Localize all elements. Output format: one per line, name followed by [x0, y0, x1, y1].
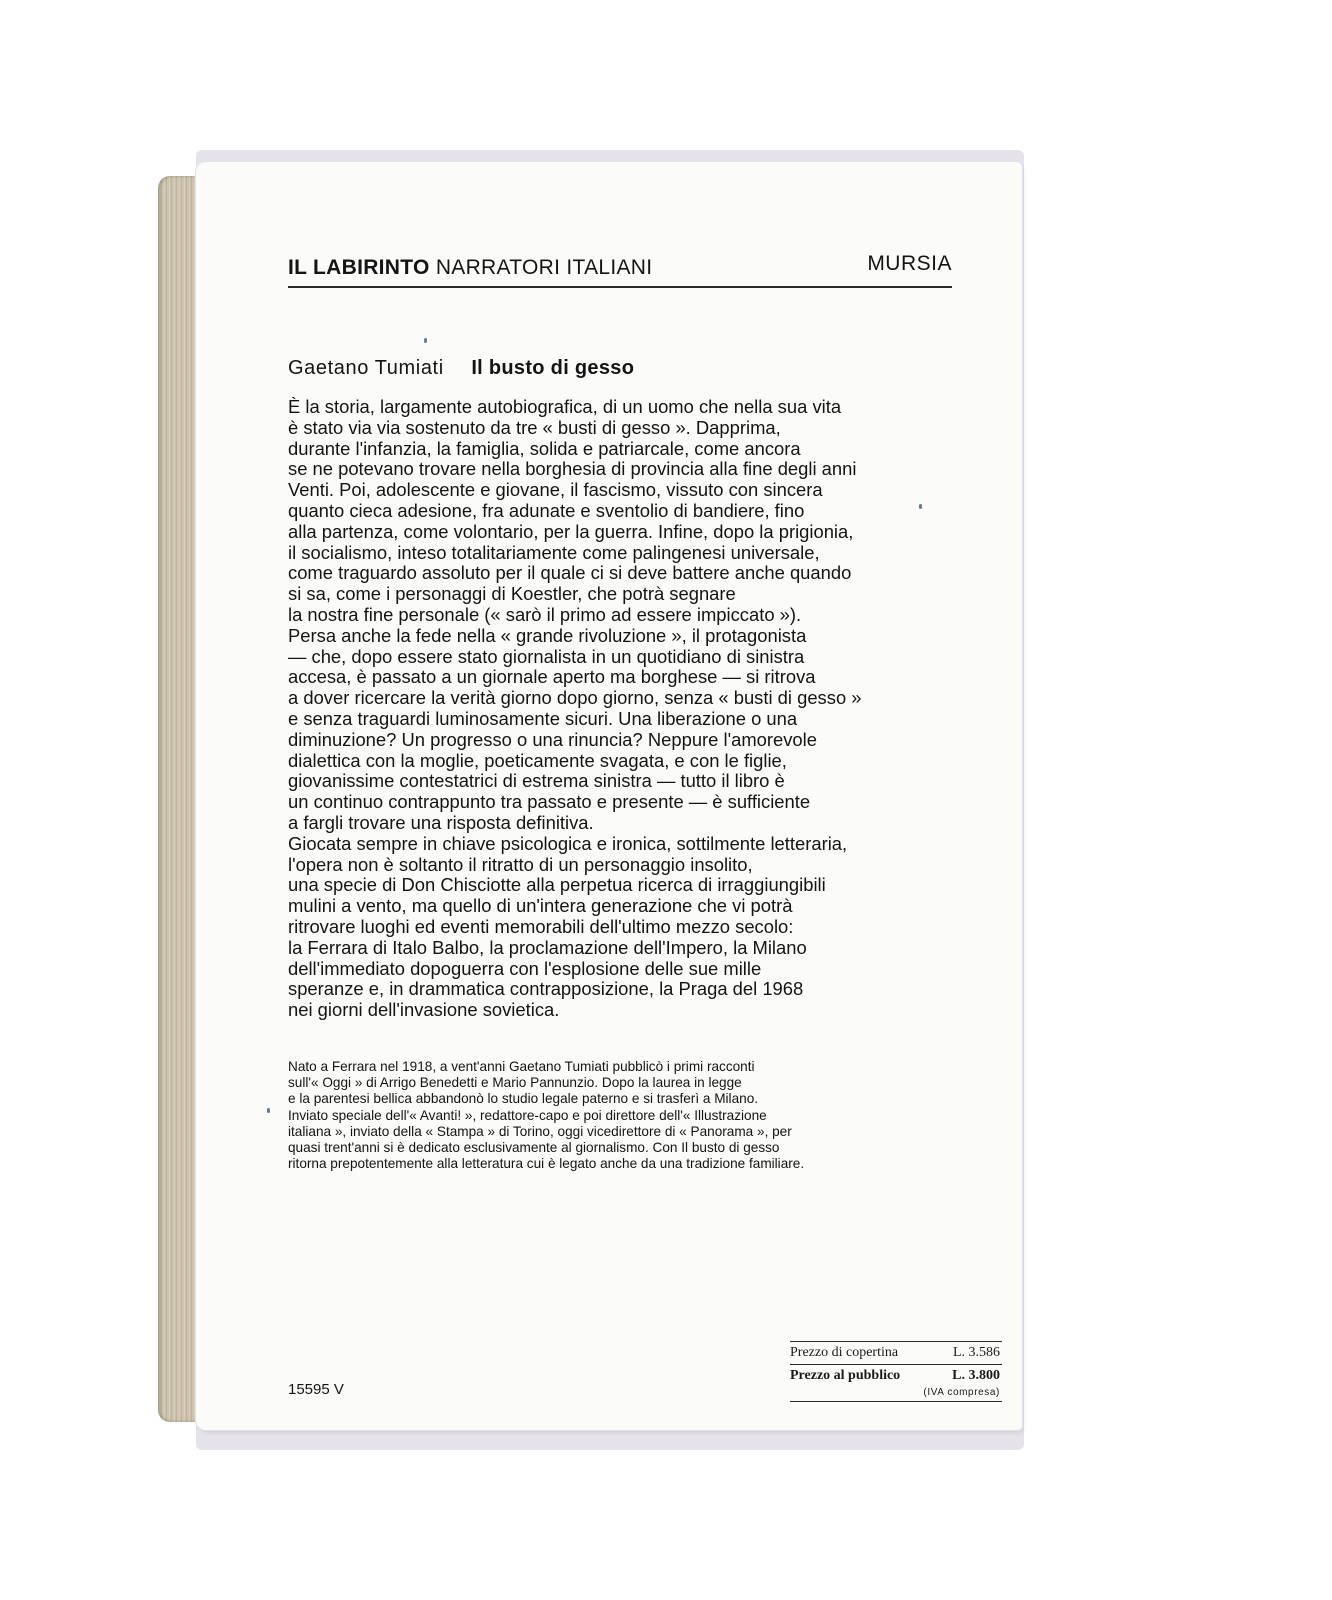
ink-speck	[919, 504, 922, 509]
blurb-line: — che, dopo essere stato giornalista in un quotidiano di sinistra	[288, 645, 805, 667]
bio-line: Nato a Ferrara nel 1918, a vent'anni Gaetano Tumiati pubblicò i primi racconti	[288, 1059, 755, 1074]
bio-line: quasi trent'anni si è dedicato esclusivamente al giornalismo. Con Il busto di gesso	[288, 1140, 780, 1156]
public-price-row	[790, 1364, 1002, 1387]
blurb-line: nei giorni dell'invasione sovietica.	[288, 999, 560, 1021]
public-price-label: Prezzo al pubblico	[790, 1368, 901, 1383]
blurb-line: si sa, come i personaggi di Koestler, che potrà segnare	[288, 583, 736, 605]
series-name-bold: IL LABIRINTO	[288, 256, 430, 279]
blurb-line: giovanissime contestatrici di estrema sinistra — tutto il libro è	[288, 770, 785, 792]
blurb-line: la nostra fine personale (« sarò il primo ad essere impiccato »).	[288, 603, 802, 625]
cover-price-label: Prezzo di copertina	[790, 1345, 899, 1360]
bio-line: ritorna prepotentemente alla letteratura cui è legato anche da una tradizione familiare.	[288, 1156, 805, 1172]
blurb-line: una specie di Don Chisciotte alla perpetua ricerca di irraggiungibili	[288, 874, 826, 896]
book-title: Il busto di gesso	[471, 357, 635, 379]
blurb-line: dell'immediato dopoguerra con l'esplosione delle sue mille	[288, 957, 762, 979]
blurb-line: l'opera non è soltanto il ritratto di un personaggio insolito,	[288, 853, 753, 875]
blurb-line: ritrovare luoghi ed eventi memorabili dell'ultimo mezzo secolo:	[288, 915, 794, 937]
vat-note: (IVA compresa)	[790, 1387, 1002, 1402]
author-name: Gaetano Tumiati	[288, 357, 444, 379]
blurb-line: speranze e, in drammatica contrapposizione, la Praga del 1968	[288, 978, 804, 1000]
blurb-line: la Ferrara di Italo Balbo, la proclamazione dell'Impero, la Milano	[288, 936, 807, 958]
ink-speck	[267, 1108, 270, 1113]
blurb-line: un continuo contrappunto tra passato e presente — è sufficiente	[288, 791, 811, 813]
title-line	[288, 357, 634, 380]
blurb-line: e senza traguardi luminosamente sicuri. Una liberazione o una	[288, 707, 798, 729]
public-price-value: L. 3.800	[952, 1368, 1000, 1383]
blurb-line: accesa, è passato a un giornale aperto ma borghese — si ritrova	[288, 666, 816, 688]
author-bio	[288, 1059, 968, 1172]
blurb-line: mulini a vento, ma quello di un'intera generazione che vi potrà	[288, 895, 793, 917]
blurb-line: a dover ricercare la verità giorno dopo giorno, senza « busti di gesso »	[288, 687, 862, 709]
price-box	[790, 1341, 1002, 1402]
blurb-line: come traguardo assoluto per il quale ci si deve battere anche quando	[288, 562, 852, 584]
series-name	[288, 256, 652, 280]
blurb-line: Giocata sempre in chiave psicologica e ironica, sottilmente letteraria,	[288, 832, 848, 854]
publisher-name: MURSIA	[867, 252, 952, 275]
series-name-rest: NARRATORI ITALIANI	[435, 256, 653, 279]
bio-line: e la parentesi bellica abbandonò lo studio legale paterno e si trasferì a Milano.	[288, 1091, 759, 1107]
ink-speck	[424, 338, 427, 343]
blurb-line: il socialismo, inteso totalitariamente come palingenesi universale,	[288, 541, 820, 563]
blurb-text	[288, 397, 968, 1021]
blurb-line: alla partenza, come volontario, per la guerra. Infine, dopo la prigionia,	[288, 520, 854, 542]
bio-line: italiana », inviato della « Stampa » di Torino, oggi vicedirettore di « Panorama », per	[288, 1123, 792, 1139]
blurb-line: Venti. Poi, adolescente e giovane, il fascismo, vissuto con sincera	[288, 479, 823, 501]
cover-price-value: L. 3.586	[952, 1345, 1000, 1360]
cover-price-row	[790, 1341, 1002, 1364]
bio-line: sull'« Oggi » di Arrigo Benedetti e Mario Pannunzio. Dopo la laurea in legge	[288, 1075, 742, 1091]
blurb-line: Persa anche la fede nella « grande rivoluzione », il protagonista	[288, 624, 807, 646]
catalog-code: 15595 V	[288, 1381, 344, 1398]
blurb-line: è stato via via sostenuto da tre « busti di gesso ». Dapprima,	[288, 416, 781, 438]
blurb-line: durante l'infanzia, la famiglia, solida e patriarcale, come ancora	[288, 437, 801, 459]
blurb-line: a fargli trovare una risposta definitiva.	[288, 811, 594, 833]
bio-line: Inviato speciale dell'« Avanti! », redattore-capo e poi direttore dell'« Illustrazione	[288, 1107, 767, 1123]
series-header	[288, 252, 952, 288]
blurb-line: se ne potevano trovare nella borghesia di provincia alla fine degli anni	[288, 458, 857, 480]
blurb-line: quanto cieca adesione, fra adunate e sventolio di bandiere, fino	[288, 499, 805, 521]
blurb-line: dialettica con la moglie, poeticamente svagata, e con le figlie,	[288, 749, 787, 771]
blurb-line: È la storia, largamente autobiografica, di un uomo che nella sua vita	[288, 396, 842, 417]
blurb-line: diminuzione? Un progresso o una rinuncia? Neppure l'amorevole	[288, 728, 817, 750]
